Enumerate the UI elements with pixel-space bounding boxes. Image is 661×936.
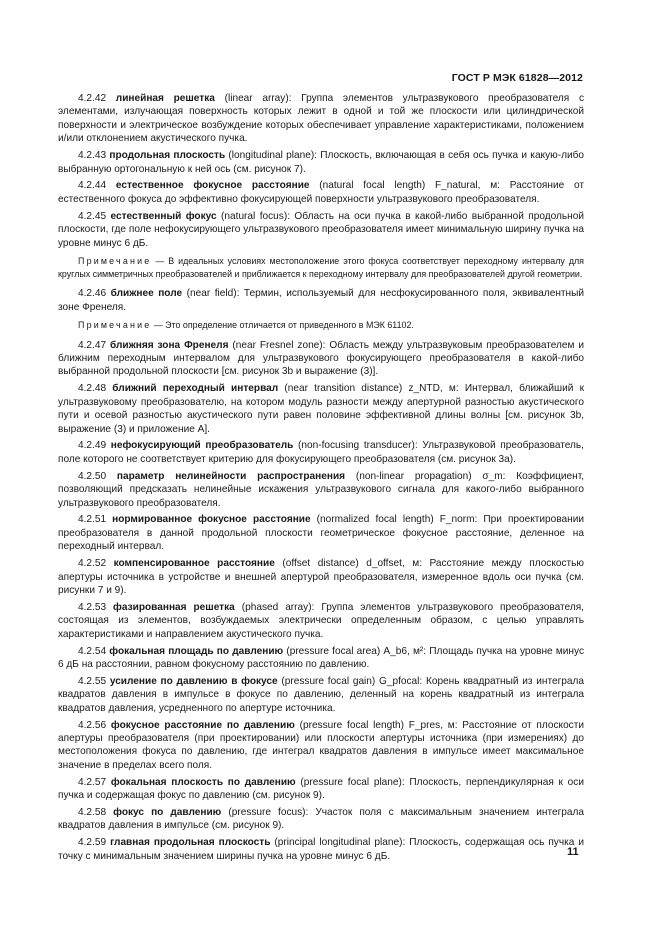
entry-number: 4.2.44 — [78, 180, 107, 192]
entry-term: параметр нелинейности распространения — [116, 470, 346, 482]
entry-term: компенсированное расстояние — [113, 558, 275, 570]
entry-number: 4.2.50 — [78, 470, 107, 482]
term-entry — [58, 149, 584, 176]
entry-number: 4.2.52 — [78, 558, 107, 570]
entry-term: линейная решетка — [115, 93, 215, 104]
entry-number: 4.2.55 — [78, 675, 107, 687]
entry-term: фазированная решетка — [113, 601, 235, 613]
term-entry — [58, 806, 584, 833]
entry-definition: (linear array): Группа элементов ультразвукового преобразователя с элементами, излучающая поверхность которых лежит в одной и той же плоскости или цилиндрической поверхности и электрическое возбуждение которых обеспечивает управление характеристиками, положением и/или отклонением акустического пучка. — [58, 93, 585, 145]
term-entry — [58, 470, 584, 510]
page-number: 11 — [567, 846, 579, 858]
entry-term: ближний переходный интервал — [112, 383, 279, 395]
note — [58, 319, 584, 332]
term-entry — [58, 776, 584, 803]
entry-definition: (normalized focal length) F_norm: При проектировании преобразователя в данной продольной плоскости геометрическое фокусное расстояние, деленное на переходный интервал. — [58, 514, 584, 553]
entry-term: фокальная плоскость по давлению — [110, 776, 296, 788]
entry-term: ближняя зона Френеля — [109, 339, 229, 351]
entry-number: 4.2.42 — [78, 93, 107, 104]
entry-term: нормированное фокусное расстояние — [112, 514, 311, 526]
document-body — [58, 92, 584, 867]
term-entry — [58, 382, 584, 436]
term-entry — [58, 836, 584, 863]
entry-definition: (non-focusing transducer): Ультразвуковой преобразователь, поле которого не соответствует критерию для фокусирующего преобразователя (см. рисунок 3а). — [58, 440, 584, 465]
entry-number: 4.2.45 — [78, 210, 107, 222]
entry-number: 4.2.56 — [78, 719, 107, 731]
term-entry — [58, 645, 584, 672]
note-text: — В идеальных условиях местоположение этого фокуса соответствует переходному интервалу для круглых симметричных преобразователей и приближается к переходному интервалу для преобразователей другой геометрии. — [58, 255, 584, 279]
entry-definition: (non-linear propagation) σ_m: Коэффициент, позволяющий предсказать нелинейные искажения ультразвукового сигнала для какого-либо выбранного ультразвукового преобразователя. — [58, 470, 585, 509]
entry-term: нефокусирующий преобразователь — [110, 440, 294, 452]
entry-definition: (phased array): Группа элементов ультразвукового преобразователя, состоящая из элементов, возбуждаемых электрически определенным образом, с целью управлять характеристиками и направлением акустического пучка. — [58, 601, 584, 640]
entry-number: 4.2.59 — [78, 837, 107, 849]
term-entry — [58, 601, 584, 641]
note-label: Примечание — [78, 255, 152, 266]
entry-number: 4.2.57 — [78, 776, 107, 788]
entry-term: фокусное расстояние по давлению — [110, 719, 295, 731]
entry-number: 4.2.46 — [78, 288, 107, 300]
entry-number: 4.2.43 — [78, 150, 107, 162]
entry-term: фокус по давлению — [113, 807, 222, 819]
term-entry — [58, 179, 584, 206]
entry-term: естественный фокус — [110, 210, 217, 222]
entry-term: ближнее поле — [110, 288, 183, 300]
entry-definition: (pressure focal plane): Плоскость, перпендикулярная к оси пучка и содержащая фокус по давлению (см. рисунок 9). — [58, 776, 584, 802]
note — [58, 255, 584, 280]
entry-term: фокальная площадь по давлению — [109, 645, 284, 657]
term-entry — [58, 719, 584, 773]
entry-number: 4.2.47 — [78, 339, 107, 351]
entry-term: усиление по давлению в фокусе — [109, 675, 278, 687]
term-entry — [58, 557, 584, 597]
term-entry — [58, 339, 584, 379]
entry-definition: (natural focal length) F_natural, м: Расстояние от естественного фокуса до эффективно фокусирующей поверхности ультразвукового преобразователя. — [58, 180, 584, 205]
entry-definition: (near transition distance) z_NTD, м: Интервал, ближайший к ультразвуковому преобразователю, на котором модуль разности между апертурной разностью акустического пути и осевой разностью акустического пути равен половине эффективной длины волны [см. рисунок 3b, выражение (3) и приложение А]. — [58, 383, 585, 435]
entry-definition: (near field): Термин, используемый для несфокусированного поля, эквивалентный зоне Френеля. — [58, 288, 584, 313]
entry-definition: (offset distance) d_offset, м: Расстояние между плоскостью апертуры источника в устройстве и внешней апертурой преобразователя, измеренное вдоль оси пучка (см. рисунки 7 и 9). — [58, 558, 585, 596]
term-entry — [58, 210, 584, 250]
entry-definition: (longitudinal plane): Плоскость, включающая в себя ось пучка и какую-либо выбранную ортогональную к ней ось (см. рисунок 7). — [58, 150, 584, 175]
entry-definition: (near Fresnel zone): Область между ультразвуковым преобразователем и ближним переходным интервалом для ультразвукового фокусирующего преобразователя в какой-либо выбранной продольной плоскости [см. рисунок 3b и выражение (3)]. — [58, 339, 584, 378]
entry-number: 4.2.48 — [78, 383, 107, 395]
term-entry — [58, 439, 584, 466]
entry-number: 4.2.51 — [78, 514, 107, 526]
entry-term: естественное фокусное расстояние — [115, 180, 310, 192]
entry-definition: (pressure focal area) A_b6, м²: Площадь пучка на уровне минус 6 дБ на расстоянии, равном фокусному расстоянию по давлению. — [58, 645, 584, 670]
term-entry — [58, 287, 584, 314]
term-entry — [58, 92, 584, 146]
term-entry — [58, 513, 584, 553]
entry-definition: (principal longitudinal plane): Плоскость, содержащая ось пучка и точку с минимальным значением ширины пучка на уровне минус 6 дБ. — [58, 837, 584, 862]
entry-definition: (pressure focus): Участок поля с максимальным значением интеграла квадратов давления в импульсе (см. рисунок 9). — [58, 807, 584, 832]
term-entry — [58, 675, 584, 715]
document-header: ГОСТ Р МЭК 61828—2012 — [451, 72, 583, 84]
entry-number: 4.2.54 — [78, 645, 107, 657]
entry-definition: (pressure focal length) F_pres, м: Расстояние от плоскости апертуры преобразователя (при проектировании) или плоскости апертуры источника (при измерениях) до местоположения фокуса по давлению, где интеграл квадратов давления в импульсе имеет максимальное значение в пределах всего поля. — [58, 719, 584, 771]
entry-definition: (pressure focal gain) G_pfocal: Корень квадратный из интеграла квадратов давления в импульсе в фокусе по давлению, деленный на корень квадратный из интеграла квадратов давления, усредненного по апертуре источника. — [58, 675, 584, 714]
entry-term: главная продольная плоскость — [110, 837, 271, 849]
entry-definition: (natural focus): Область на оси пучка в какой-либо выбранной продольной плоскости, где поле нефокусирующего ультразвукового преобразователя имеет минимальную ширину пучка на уровне минус 6 дБ. — [58, 210, 584, 249]
entry-number: 4.2.53 — [78, 601, 107, 613]
entry-number: 4.2.58 — [78, 807, 107, 819]
note-text: — Это определение отличается от приведенного в МЭК 61102. — [151, 319, 414, 330]
entry-term: продольная плоскость — [109, 150, 226, 162]
note-label: Примечание — [78, 319, 152, 330]
entry-number: 4.2.49 — [78, 440, 107, 452]
